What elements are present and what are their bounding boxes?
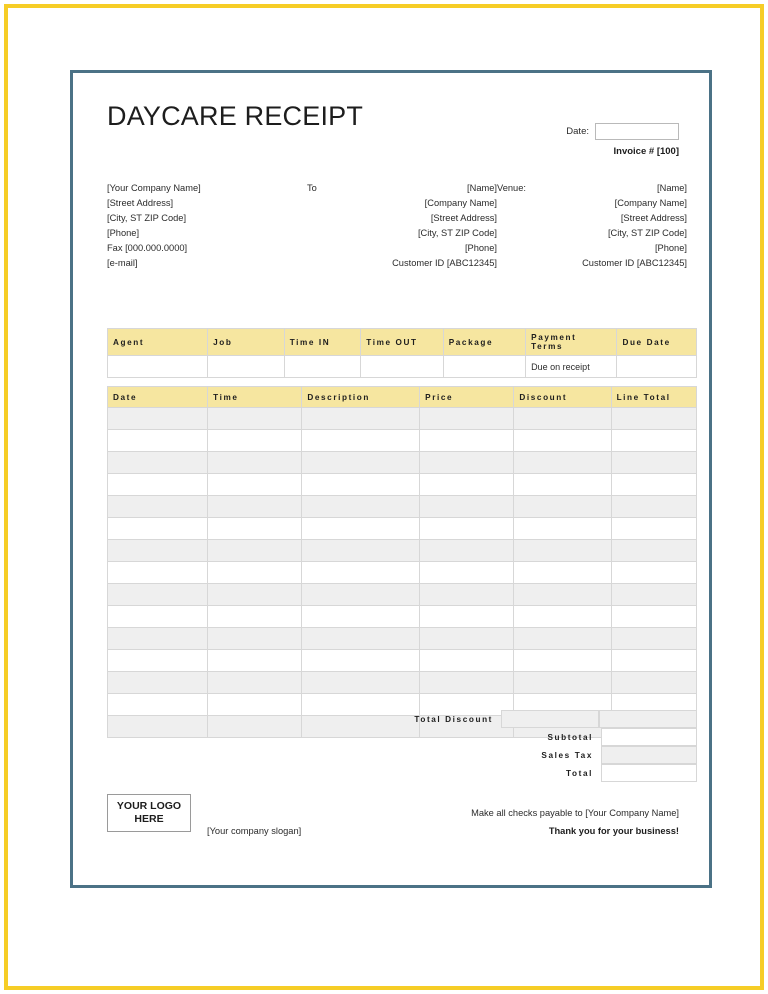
table-row[interactable] (108, 430, 697, 452)
page-border (4, 4, 764, 990)
items-cell-date[interactable] (108, 628, 208, 650)
items-cell-date[interactable] (108, 408, 208, 430)
venue-line: [Company Name] (614, 198, 687, 208)
job-col-time-out: Time OUT (361, 329, 443, 356)
venue-line: [Phone] (654, 243, 687, 253)
line-items-table (107, 386, 697, 738)
items-cell-time[interactable] (208, 562, 302, 584)
items-cell-time[interactable] (208, 584, 302, 606)
items-cell-date[interactable] (108, 562, 208, 584)
items-cell-time[interactable] (208, 540, 302, 562)
job-col-job: Job (208, 329, 285, 356)
sales-tax-value[interactable] (601, 746, 697, 764)
table-row[interactable] (108, 452, 697, 474)
items-cell-line-total[interactable] (611, 408, 696, 430)
job-col-time-in: Time IN (284, 329, 361, 356)
logo-line-2: HERE (134, 813, 164, 825)
items-cell-price[interactable] (420, 606, 514, 628)
items-cell-line-total[interactable] (611, 628, 696, 650)
items-cell-time[interactable] (208, 628, 302, 650)
items-cell-time[interactable] (208, 496, 302, 518)
items-cell-discount[interactable] (514, 496, 611, 518)
items-cell-date[interactable] (108, 496, 208, 518)
items-cell-date[interactable] (108, 606, 208, 628)
items-cell-discount[interactable] (514, 452, 611, 474)
items-cell-description[interactable] (302, 628, 420, 650)
items-cell-time[interactable] (208, 606, 302, 628)
job-cell-package[interactable] (443, 356, 525, 378)
invoice-number: Invoice # [100] (613, 146, 679, 157)
items-cell-discount[interactable] (514, 430, 611, 452)
items-cell-discount[interactable] (514, 562, 611, 584)
job-cell-time-in[interactable] (284, 356, 361, 378)
items-cell-line-total[interactable] (611, 430, 696, 452)
items-cell-description[interactable] (302, 562, 420, 584)
total-row (107, 764, 697, 782)
table-row[interactable] (108, 650, 697, 672)
to-line: Customer ID [ABC12345] (392, 258, 497, 268)
items-cell-date[interactable] (108, 518, 208, 540)
table-row[interactable] (108, 540, 697, 562)
items-cell-description[interactable] (302, 474, 420, 496)
from-line: [Phone] (107, 228, 140, 238)
items-cell-description[interactable] (302, 518, 420, 540)
items-cell-line-total[interactable] (611, 584, 696, 606)
items-cell-date[interactable] (108, 584, 208, 606)
to-line: [Phone] (464, 243, 497, 253)
table-row[interactable] (108, 628, 697, 650)
items-cell-description[interactable] (302, 452, 420, 474)
job-table-header-row (108, 329, 697, 356)
job-col-package: Package (443, 329, 525, 356)
document-frame (70, 70, 712, 888)
items-cell-description[interactable] (302, 672, 420, 694)
items-cell-time[interactable] (208, 474, 302, 496)
items-cell-discount[interactable] (514, 408, 611, 430)
payable-note: Make all checks payable to [Your Company Name] (471, 808, 679, 818)
items-cell-discount[interactable] (514, 672, 611, 694)
table-row[interactable] (108, 496, 697, 518)
items-col-description: Description (302, 387, 420, 408)
items-cell-line-total[interactable] (611, 562, 696, 584)
from-line: [Your Company Name] (107, 183, 201, 193)
job-cell-payment-terms[interactable]: Due on receipt (526, 356, 617, 378)
items-cell-time[interactable] (208, 452, 302, 474)
total-discount-row (107, 710, 697, 728)
venue-line: [Name] (657, 183, 687, 193)
venue-label: Venue: (497, 183, 526, 193)
subtotal-label: Subtotal (547, 732, 593, 742)
items-col-discount: Discount (514, 387, 611, 408)
total-discount-value[interactable] (501, 710, 599, 728)
page-title: DAYCARE RECEIPT (107, 101, 364, 131)
items-cell-date[interactable] (108, 540, 208, 562)
from-line: [City, ST ZIP Code] (107, 213, 187, 223)
items-cell-price[interactable] (420, 408, 514, 430)
items-cell-discount[interactable] (514, 628, 611, 650)
items-cell-price[interactable] (420, 430, 514, 452)
to-line: [City, ST ZIP Code] (417, 228, 497, 238)
from-line: [Street Address] (107, 198, 174, 208)
from-address-column (107, 181, 307, 271)
table-row[interactable] (108, 408, 697, 430)
items-table-header-row (108, 387, 697, 408)
items-cell-price[interactable] (420, 452, 514, 474)
table-row[interactable] (108, 474, 697, 496)
job-col-payment-terms: Payment Terms (526, 329, 617, 356)
logo-line-1: YOUR LOGO (116, 800, 182, 812)
totals-section (107, 710, 697, 782)
total-discount-spacer (599, 710, 697, 728)
date-row (566, 123, 679, 140)
to-address-column (307, 181, 497, 271)
to-line: [Company Name] (424, 198, 497, 208)
items-cell-time[interactable] (208, 518, 302, 540)
items-cell-line-total[interactable] (611, 606, 696, 628)
table-row[interactable] (108, 672, 697, 694)
items-col-line-total: Line Total (611, 387, 696, 408)
items-cell-price[interactable] (420, 628, 514, 650)
items-cell-price[interactable] (420, 496, 514, 518)
to-line: [Street Address] (430, 213, 497, 223)
items-cell-price[interactable] (420, 562, 514, 584)
items-cell-date[interactable] (108, 452, 208, 474)
items-col-date: Date (108, 387, 208, 408)
table-row[interactable] (108, 562, 697, 584)
items-cell-line-total[interactable] (611, 650, 696, 672)
items-cell-discount[interactable] (514, 606, 611, 628)
items-cell-description[interactable] (302, 430, 420, 452)
items-cell-price[interactable] (420, 474, 514, 496)
date-label: Date: (566, 126, 589, 137)
items-cell-discount[interactable] (514, 540, 611, 562)
company-slogan: [Your company slogan] (207, 826, 302, 836)
items-cell-date[interactable] (108, 430, 208, 452)
from-line: Fax [000.000.0000] (107, 243, 188, 253)
items-cell-line-total[interactable] (611, 672, 696, 694)
items-cell-description[interactable] (302, 650, 420, 672)
items-cell-price[interactable] (420, 584, 514, 606)
items-cell-discount[interactable] (514, 650, 611, 672)
items-cell-line-total[interactable] (611, 540, 696, 562)
items-cell-time[interactable] (208, 430, 302, 452)
items-cell-line-total[interactable] (611, 474, 696, 496)
table-row[interactable] (108, 584, 697, 606)
items-cell-discount[interactable] (514, 474, 611, 496)
job-details-table (107, 328, 697, 378)
to-label: To (307, 183, 317, 193)
items-cell-line-total[interactable] (611, 496, 696, 518)
table-row[interactable] (108, 606, 697, 628)
to-line: [Name] (467, 183, 497, 193)
venue-line: [City, ST ZIP Code] (607, 228, 687, 238)
items-cell-price[interactable] (420, 540, 514, 562)
job-cell-job[interactable] (208, 356, 285, 378)
venue-address-column (497, 181, 687, 271)
items-cell-time[interactable] (208, 408, 302, 430)
total-value[interactable] (601, 764, 697, 782)
items-cell-price[interactable] (420, 518, 514, 540)
items-cell-discount[interactable] (514, 518, 611, 540)
items-cell-description[interactable] (302, 496, 420, 518)
from-line: [e-mail] (107, 258, 138, 268)
table-row[interactable] (108, 518, 697, 540)
items-cell-discount[interactable] (514, 584, 611, 606)
items-cell-date[interactable] (108, 650, 208, 672)
logo-placeholder[interactable] (107, 794, 191, 832)
job-cell-agent[interactable] (108, 356, 208, 378)
items-cell-description[interactable] (302, 540, 420, 562)
date-input[interactable] (595, 123, 679, 140)
job-cell-due-date[interactable] (617, 356, 697, 378)
items-cell-description[interactable] (302, 606, 420, 628)
subtotal-row (107, 728, 697, 746)
total-discount-label: Total Discount (414, 714, 493, 724)
job-cell-time-out[interactable] (361, 356, 443, 378)
items-cell-line-total[interactable] (611, 452, 696, 474)
table-row[interactable] (108, 356, 697, 378)
items-col-price: Price (420, 387, 514, 408)
venue-line: [Street Address] (620, 213, 687, 223)
job-col-agent: Agent (108, 329, 208, 356)
sales-tax-label: Sales Tax (541, 750, 593, 760)
items-cell-date[interactable] (108, 672, 208, 694)
items-table-body (108, 408, 697, 738)
items-cell-date[interactable] (108, 474, 208, 496)
address-block (107, 181, 687, 271)
items-col-time: Time (208, 387, 302, 408)
items-cell-price[interactable] (420, 650, 514, 672)
total-label: Total (566, 768, 593, 778)
items-cell-description[interactable] (302, 408, 420, 430)
venue-line: Customer ID [ABC12345] (582, 258, 687, 268)
thank-you-note: Thank you for your business! (548, 826, 679, 836)
items-cell-price[interactable] (420, 672, 514, 694)
items-cell-time[interactable] (208, 650, 302, 672)
items-cell-description[interactable] (302, 584, 420, 606)
sales-tax-row (107, 746, 697, 764)
subtotal-value[interactable] (601, 728, 697, 746)
items-cell-line-total[interactable] (611, 518, 696, 540)
items-cell-time[interactable] (208, 672, 302, 694)
job-col-due-date: Due Date (617, 329, 697, 356)
